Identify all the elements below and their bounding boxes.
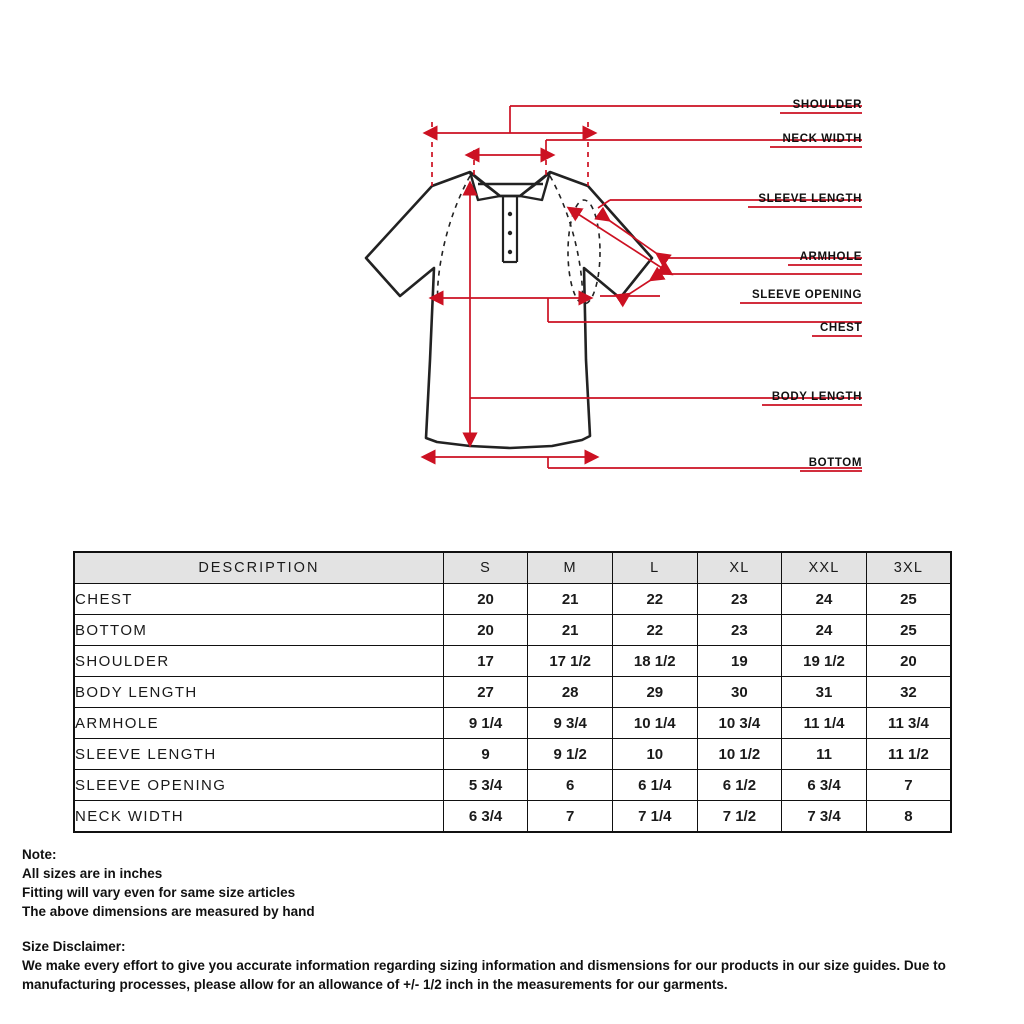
cell-value: 21 (528, 584, 613, 615)
cell-value: 5 3/4 (443, 770, 528, 801)
callout-label-neck-width: NECK WIDTH (782, 133, 862, 145)
callout-label-armhole: ARMHOLE (799, 251, 862, 263)
callout-label-shoulder: SHOULDER (792, 99, 862, 111)
cell-value: 25 (866, 615, 951, 646)
row-label: BOTTOM (74, 615, 443, 646)
note-title: Note: (22, 847, 57, 862)
note-line: The above dimensions are measured by hand (22, 904, 315, 919)
cell-value: 10 1/4 (612, 708, 697, 739)
cell-value: 20 (443, 615, 528, 646)
table-header-xxl: XXL (782, 552, 867, 584)
cell-value: 7 (866, 770, 951, 801)
callout-label-sleeve-opening: SLEEVE OPENING (751, 289, 862, 301)
cell-value: 24 (782, 615, 867, 646)
shirt-placket (503, 196, 517, 262)
callout-label-body-length: BODY LENGTH (771, 391, 862, 403)
cell-value: 10 3/4 (697, 708, 782, 739)
table-row (74, 739, 951, 770)
cell-value: 10 (612, 739, 697, 770)
row-label: NECK WIDTH (74, 801, 443, 833)
cell-value: 11 1/2 (866, 739, 951, 770)
disclaimer-title: Size Disclaimer: (22, 939, 126, 954)
row-label: SLEEVE LENGTH (74, 739, 443, 770)
cell-value: 11 (782, 739, 867, 770)
notes-spacer (22, 921, 1007, 937)
cell-value: 7 1/4 (612, 801, 697, 833)
cell-value: 31 (782, 677, 867, 708)
table-header-l: L (612, 552, 697, 584)
cell-value: 6 3/4 (782, 770, 867, 801)
cell-value: 27 (443, 677, 528, 708)
cell-value: 9 3/4 (528, 708, 613, 739)
table-row (74, 646, 951, 677)
cell-value: 7 1/2 (697, 801, 782, 833)
row-label: SHOULDER (74, 646, 443, 677)
cell-value: 32 (866, 677, 951, 708)
cell-value: 25 (866, 584, 951, 615)
cell-value: 19 (697, 646, 782, 677)
cell-value: 9 (443, 739, 528, 770)
cell-value: 22 (612, 584, 697, 615)
cell-value: 9 1/2 (528, 739, 613, 770)
table-row (74, 801, 951, 833)
callout-label-bottom: BOTTOM (808, 457, 862, 469)
cell-value: 29 (612, 677, 697, 708)
callout-label-sleeve-length: SLEEVE LENGTH (758, 193, 862, 205)
cell-value: 10 1/2 (697, 739, 782, 770)
row-label: BODY LENGTH (74, 677, 443, 708)
cell-value: 18 1/2 (612, 646, 697, 677)
cell-value: 30 (697, 677, 782, 708)
cell-value: 7 (528, 801, 613, 833)
size-chart-table (73, 551, 952, 833)
cell-value: 8 (866, 801, 951, 833)
cell-value: 21 (528, 615, 613, 646)
table-row (74, 677, 951, 708)
measurement-arrows (432, 106, 862, 468)
cell-value: 11 1/4 (782, 708, 867, 739)
row-label: CHEST (74, 584, 443, 615)
table-header-row (74, 552, 951, 584)
table-header-s: S (443, 552, 528, 584)
table-row (74, 584, 951, 615)
cell-value: 17 (443, 646, 528, 677)
table-row (74, 770, 951, 801)
table-header-xl: XL (697, 552, 782, 584)
shirt-sleeve-hems (366, 258, 652, 298)
cell-value: 22 (612, 615, 697, 646)
note-line: Fitting will vary even for same size articles (22, 885, 296, 900)
cell-value: 19 1/2 (782, 646, 867, 677)
cell-value: 6 3/4 (443, 801, 528, 833)
cell-value: 23 (697, 584, 782, 615)
cell-value: 11 3/4 (866, 708, 951, 739)
cell-value: 7 3/4 (782, 801, 867, 833)
row-label: ARMHOLE (74, 708, 443, 739)
table-header-m: M (528, 552, 613, 584)
cell-value: 9 1/4 (443, 708, 528, 739)
shirt-collar (470, 172, 550, 200)
table-header (74, 552, 951, 584)
table-row (74, 708, 951, 739)
cell-value: 20 (443, 584, 528, 615)
cell-value: 17 1/2 (528, 646, 613, 677)
table-body (74, 584, 951, 833)
table-row (74, 615, 951, 646)
cell-value: 6 1/4 (612, 770, 697, 801)
notes-section (22, 845, 1007, 994)
table-header-3xl: 3XL (866, 552, 951, 584)
cell-value: 23 (697, 615, 782, 646)
size-chart-table-wrapper (73, 551, 952, 833)
row-label: SLEEVE OPENING (74, 770, 443, 801)
cell-value: 6 (528, 770, 613, 801)
cell-value: 28 (528, 677, 613, 708)
disclaimer-text: We make every effort to give you accurate information regarding sizing information and dismensions for our products in our size guides. Due to manufacturing processes, please allow for an allowance of +/- 1/2 inch in the measurements for our garments. (22, 958, 946, 992)
cell-value: 24 (782, 584, 867, 615)
callout-label-chest: CHEST (820, 322, 862, 334)
cell-value: 6 1/2 (697, 770, 782, 801)
table-header-description: DESCRIPTION (74, 552, 443, 584)
note-line: All sizes are in inches (22, 866, 163, 881)
cell-value: 20 (866, 646, 951, 677)
